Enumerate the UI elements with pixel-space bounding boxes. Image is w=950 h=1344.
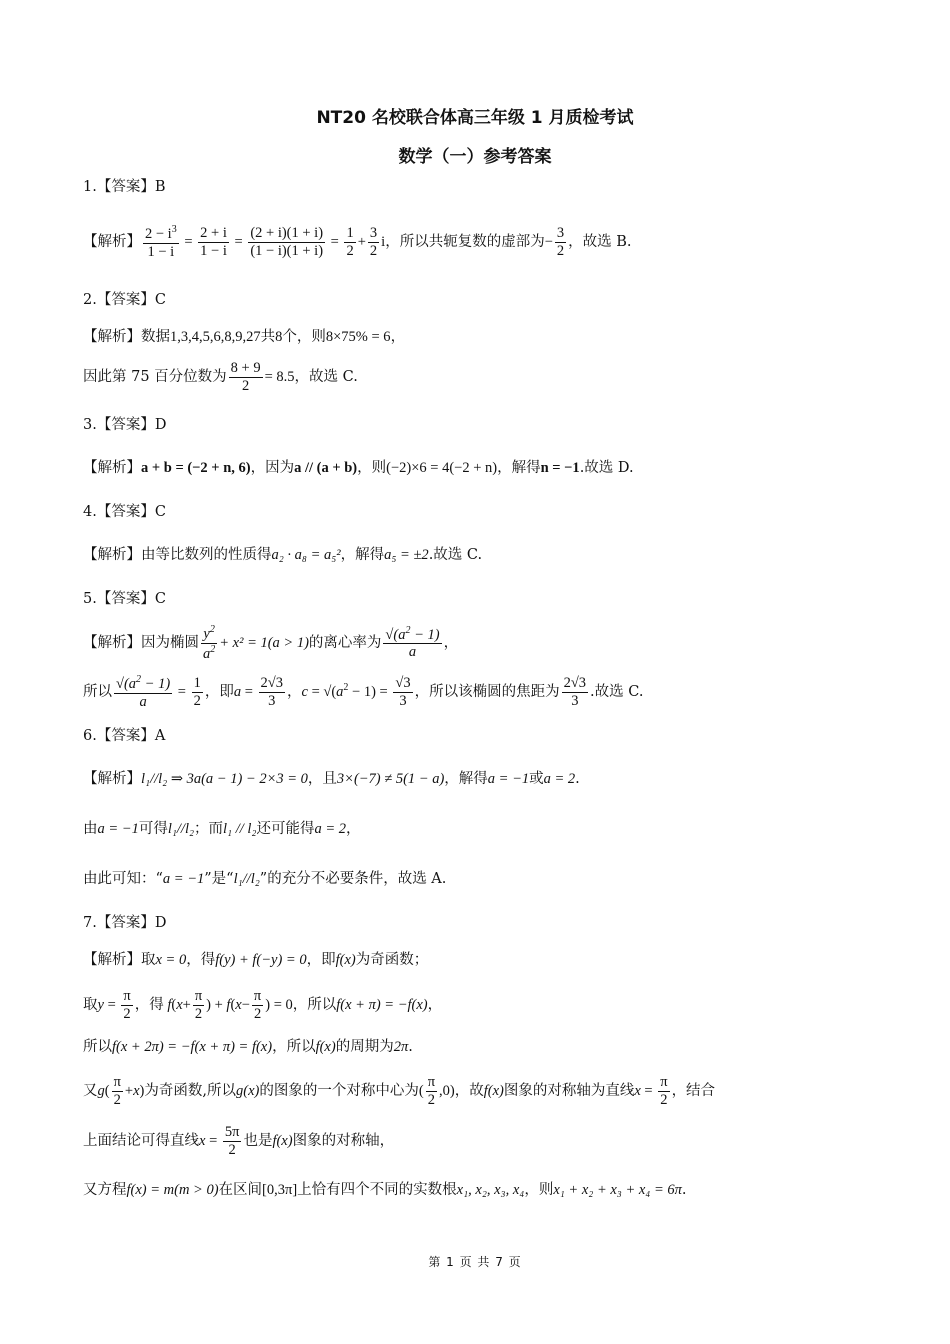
page-title: NT20 名校联合体高三年级 1 月质检考试 xyxy=(316,108,634,128)
q6-solution-3: 由此可知：“a = −1”是“l₁//l₂”的充分不必要条件，故选 A. xyxy=(83,871,447,887)
q7-solution-3: 所以f(x + 2π) = −f(x + π) = f(x)，所以f(x)的周期为2π. xyxy=(83,1039,413,1055)
q7-solution-5: 上面结论可得直线x = $\frac{5\pi}{2}$ 也是f(x)图象的对称轴， xyxy=(83,1124,395,1158)
q6-solution: 【解析】l₁//l₂ ⇒ 3a(a − 1) − 2×3 = 0，且3×(−7) ≠ 5(1 − a)，解得a = −1或a = 2. xyxy=(83,771,580,787)
q7-solution-4: 又g( $\frac{\pi}{2}$ +x)为奇函数,所以g(x)的图象的一个对称中心为( $\frac{\pi}{2}$ ,0)，故f(x)图象的对称轴为直线x = $\frac{\pi}{2}$ ，结合 xyxy=(83,1074,716,1108)
q6-answer: 6.【答案】A xyxy=(83,728,166,744)
q1-answer: 1.【答案】B xyxy=(83,179,166,195)
q4-solution: 【解析】由等比数列的性质得a₂ · a₈ = a₅²，解得a₅ = ±2.故选 C. xyxy=(83,547,483,563)
q5-answer: 5.【答案】C xyxy=(83,591,166,607)
q3-answer: 3.【答案】D xyxy=(83,417,167,433)
q2-solution: 【解析】数据1,3,4,5,6,8,9,27共8个，则8×75% = 6， xyxy=(83,329,406,345)
q7-solution-6: 又方程f(x) = m(m > 0)在区间[0,3π]上恰有四个不同的实数根x₁, x₂, x₃, x₄，则x₁ + x₂ + x₃ + x₄ = 6π. xyxy=(83,1182,687,1198)
q6-solution-2: 由a = −1可得l₁//l₂；而l₁ // l₂还可能得a = 2， xyxy=(83,821,361,837)
q4-answer: 4.【答案】C xyxy=(83,504,166,520)
q3-solution: 【解析】a + b = (−2 + n, 6)，因为a // (a + b)，则(−2)×6 = 4(−2 + n)，解得n = −1.故选 D. xyxy=(83,460,634,476)
q7-answer: 7.【答案】D xyxy=(83,915,167,931)
q2-solution-2: 因此第 75 百分位数为 $\frac{8 + 9}{2}$ = 8.5，故选 C. xyxy=(83,360,358,394)
q7-solution-2: 取y = $\frac{\pi}{2}$ ，得 f(x+ $\frac{\pi}{2}$ ) + f(x− $\frac{\pi}{2}$ ) = 0，所以f(x + π) = −f(x)， xyxy=(83,988,443,1022)
q1-solution: 【解析】 $\frac{2 - i^3}{1 - i}$ = $\frac{2 + i}{1 - i}$ = $\frac{(2 + i)(1 + i)}{(1 - i)(1 + i)}$ = $\frac{1}{2}$ + $\frac{3}{2}$ i，所以共轭复数的虚部为− $\frac{3}{2}$ ，故选 B. xyxy=(83,224,632,260)
page-subtitle: 数学（一）参考答案 xyxy=(398,147,552,167)
page-footer: 第 1 页 共 7 页 xyxy=(428,1255,522,1269)
q5-solution-2: 所以 $\frac{√(a^2 - 1)}{a}$ = $\frac{1}{2}$ ，即a = $\frac{2√3}{3}$ ，$c = √(a^2 - 1)$ = $\frac{√3}{3}$ ，所以该椭圆的焦距为 $\frac{2√3}{3}$ .故选 C. xyxy=(83,674,644,710)
q7-solution: 【解析】取x = 0，得f(y) + f(−y) = 0，即f(x)为奇函数； xyxy=(83,952,429,968)
q5-solution: 【解析】因为椭圆 $\frac{y^2}{a^2}$ + x² = 1(a > 1)的离心率为 $\frac{√(a^2 - 1)}{a}$ ， xyxy=(83,624,459,662)
q2-answer: 2.【答案】C xyxy=(83,292,166,308)
